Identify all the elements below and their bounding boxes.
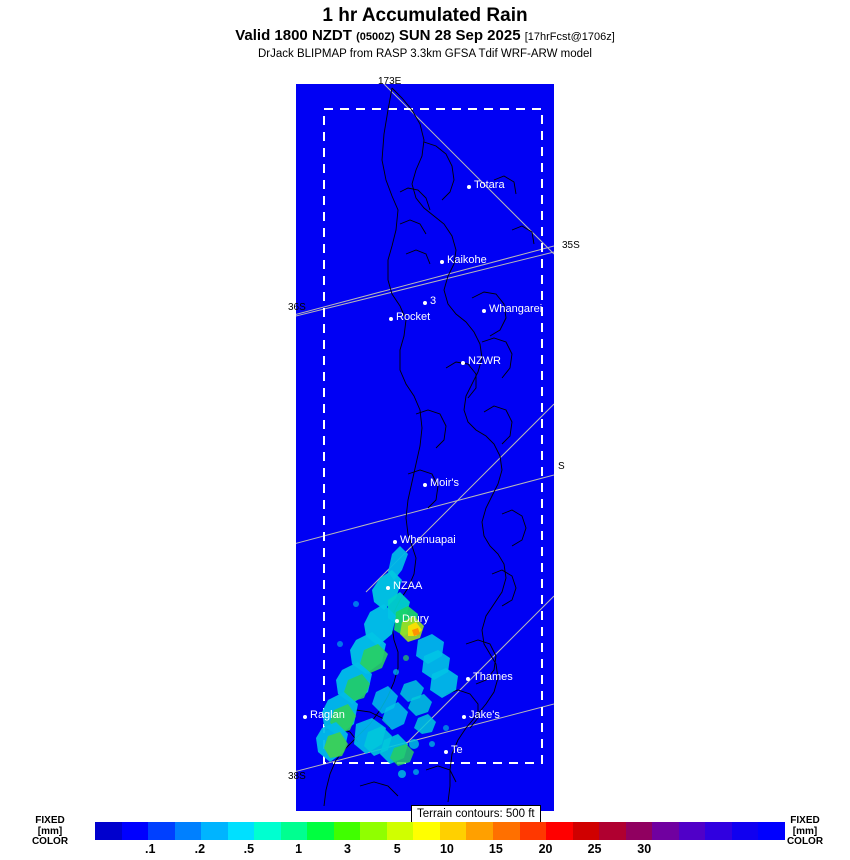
- colorbar-panel: [0, 816, 850, 860]
- colorbar-cell: [307, 822, 334, 840]
- colorbar-tick-label: 15: [488, 842, 503, 856]
- place-dot: [303, 715, 307, 719]
- place-dot: [466, 677, 470, 681]
- colorbar-tick-label: 10: [439, 842, 454, 856]
- colorbar-right-line2: [mm]: [792, 825, 818, 837]
- place-label-raglan: Raglan: [310, 709, 345, 721]
- grid-label-173e: 173E: [378, 76, 402, 87]
- header-block: [0, 0, 850, 62]
- colorbar-cell: [387, 822, 414, 840]
- place-label-moirs: Moir's: [430, 477, 459, 489]
- colorbar-cell: [679, 822, 706, 840]
- place-dot: [461, 361, 465, 365]
- place-dot: [440, 260, 444, 264]
- colorbar-tick-label: .1: [144, 842, 156, 856]
- colorbar-cell: [599, 822, 626, 840]
- place-label-te: Te: [451, 744, 463, 756]
- place-label-jakes: Jake's: [469, 709, 500, 721]
- place-dot: [423, 483, 427, 487]
- grid-label-38s: 38S: [288, 771, 306, 782]
- colorbar-left-line2: [mm]: [37, 825, 63, 837]
- place-label-thames: Thames: [473, 671, 513, 683]
- colorbar-tick-label: 20: [538, 842, 553, 856]
- colorbar-cell: [281, 822, 308, 840]
- colorbar-right-line1: FIXED: [790, 815, 820, 826]
- colorbar-cell: [228, 822, 255, 840]
- colorbar-cell: [360, 822, 387, 840]
- grid-label-36s: 36S: [288, 302, 306, 313]
- forecast-tag: [17hrFcst@1706z]: [524, 31, 615, 43]
- colorbar-cell: [758, 822, 785, 840]
- colorbar-cell: [546, 822, 573, 840]
- colorbar-tick-label: 5: [393, 842, 401, 856]
- colorbar-cell: [573, 822, 600, 840]
- colorbar-cell: [440, 822, 467, 840]
- place-label-kaikohe: Kaikohe: [447, 254, 487, 266]
- valid-prefix: Valid 1800 NZDT: [235, 27, 352, 44]
- colorbar-tick-label: .5: [243, 842, 255, 856]
- colorbar-cell: [254, 822, 281, 840]
- place-dot: [462, 715, 466, 719]
- colorbar-cell: [175, 822, 202, 840]
- colorbar-left-line3: COLOR: [31, 836, 69, 847]
- colorbar-tick-label: .2: [194, 842, 206, 856]
- rain-field: [316, 546, 458, 778]
- colorbar-cell: [466, 822, 493, 840]
- place-dot: [393, 540, 397, 544]
- colorbar-right-line3: COLOR: [786, 836, 824, 847]
- colorbar-left-legend: [20, 816, 80, 848]
- colorbar-cell: [493, 822, 520, 840]
- colorbar-cell: [201, 822, 228, 840]
- place-dot: [386, 586, 390, 590]
- colorbar-tick-label: 3: [344, 842, 352, 856]
- place-label-whenuapai: Whenuapai: [400, 534, 456, 546]
- place-label-3: 3: [430, 295, 437, 307]
- place-label-totara: Totara: [474, 179, 505, 191]
- place-label-nzaa: NZAA: [393, 580, 423, 592]
- map-graphics: [296, 84, 554, 811]
- colorbar-cell: [148, 822, 175, 840]
- place-label-rocket: Rocket: [396, 311, 431, 323]
- grid-label-35s: 35S: [562, 240, 580, 251]
- grid-label-37s: S: [558, 461, 565, 472]
- terrain-contour-note: Terrain contours: 500 ft: [411, 805, 541, 824]
- valid-utc: (0500Z): [356, 31, 395, 43]
- place-dot: [389, 317, 393, 321]
- place-dot: [444, 750, 448, 754]
- colorbar-cell: [520, 822, 547, 840]
- colorbar-left-line1: FIXED: [35, 815, 65, 826]
- colorbar-cell: [413, 822, 440, 840]
- valid-time-line: [0, 27, 850, 46]
- place-label-drury: Drury: [402, 613, 429, 625]
- colorbar-cell: [652, 822, 679, 840]
- place-label-nzwr: NZWR: [468, 355, 501, 367]
- colorbar-tick-label: 25: [587, 842, 602, 856]
- map-panel[interactable]: [288, 76, 580, 820]
- page-title: 1 hr Accumulated Rain: [322, 5, 528, 26]
- colorbar-gradient: [95, 822, 785, 840]
- place-dot: [482, 309, 486, 313]
- place-dot: [467, 185, 471, 189]
- colorbar-cell: [334, 822, 361, 840]
- place-dot: [423, 301, 427, 305]
- colorbar-cell: [705, 822, 732, 840]
- colorbar-tick-label: 1: [295, 842, 303, 856]
- colorbar-cell: [732, 822, 759, 840]
- place-label-whangarei: Whangarei: [489, 303, 543, 315]
- valid-date: SUN 28 Sep 2025: [398, 27, 521, 44]
- place-dot: [395, 619, 399, 623]
- model-line: DrJack BLIPMAP from RASP 3.3km GFSA Tdif WRF-ARW model: [257, 48, 592, 60]
- colorbar-cell: [626, 822, 653, 840]
- colorbar-cell: [95, 822, 122, 840]
- colorbar-tick-label: 30: [637, 842, 652, 856]
- colorbar-cell: [122, 822, 149, 840]
- colorbar-ticks: [95, 842, 785, 858]
